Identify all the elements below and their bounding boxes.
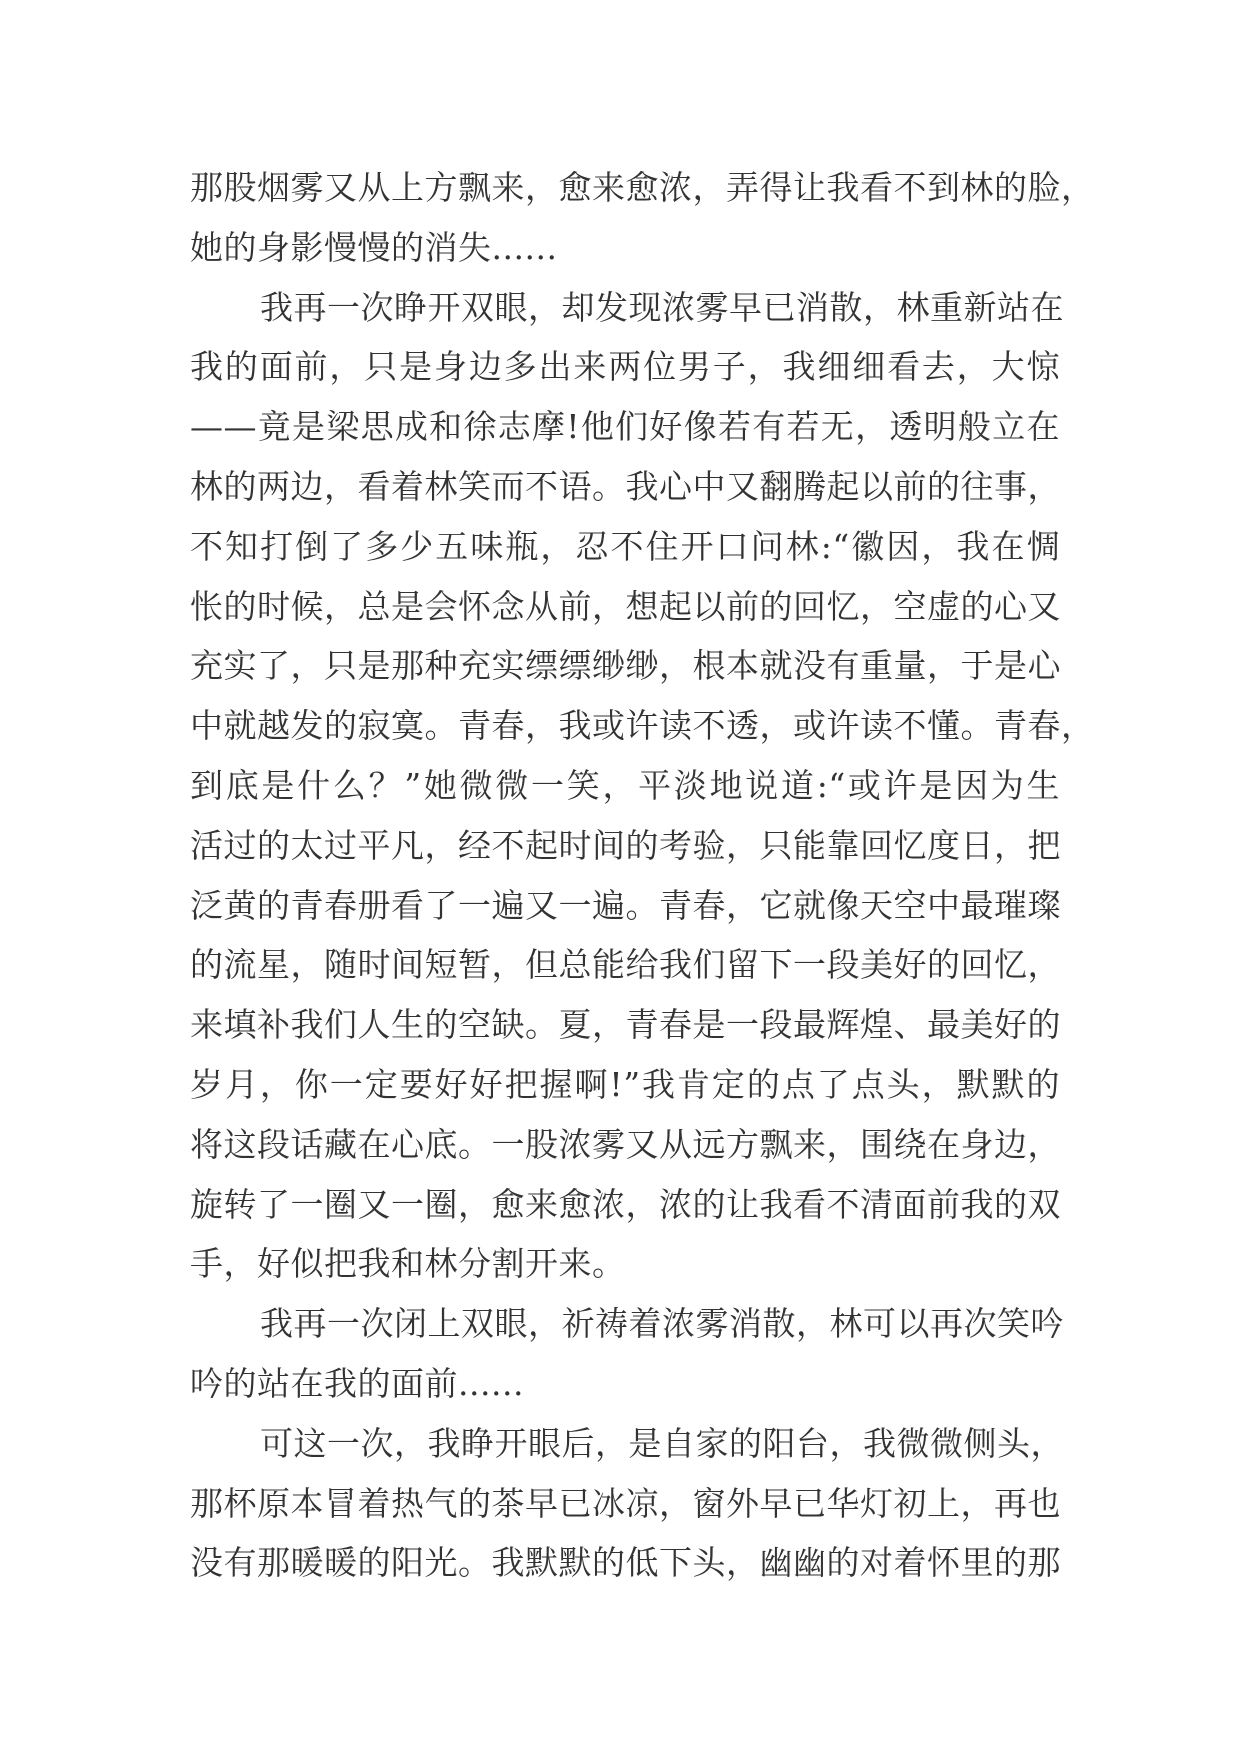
- text-line: 中就越发的寂寞。青春，我或许读不透，或许读不懂。青春，: [190, 706, 1095, 746]
- text-line: 可这一次，我睁开眼后，是自家的阳台，我微微侧头，: [260, 1423, 1064, 1463]
- text-line: 活过的太过平凡，经不起时间的考验，只能靠回忆度日，把: [190, 825, 1061, 865]
- text-line: 那股烟雾又从上方飘来，愈来愈浓，弄得让我看不到林的脸，: [190, 168, 1095, 207]
- text-line: 泛黄的青春册看了一遍又一遍。青春，它就像天空中最璀璨: [190, 885, 1061, 925]
- text-line: 的流星，随时间短暂，但总能给我们留下一段美好的回忆，: [190, 945, 1061, 985]
- text-line: ——竟是梁思成和徐志摩!他们好像若有若无，透明般立在: [190, 407, 1060, 447]
- text-line: 将这段话藏在心底。一股浓雾又从远方飘来，围绕在身边，: [190, 1124, 1061, 1164]
- text-line: 林的两边，看着林笑而不语。我心中又翻腾起以前的往事，: [190, 466, 1061, 506]
- text-line: 吟的站在我的面前......: [190, 1363, 524, 1403]
- text-line: 她的身影慢慢的消失......: [190, 227, 558, 267]
- text-line: 不知打倒了多少五味瓶，忍不住开口问林:“徽因，我在惆: [190, 526, 1060, 566]
- text-line: 我再一次闭上双眼，祈祷着浓雾消散，林可以再次笑吟: [260, 1304, 1064, 1344]
- text-line: 手，好似把我和林分割开来。: [190, 1244, 626, 1284]
- text-line: 到底是什么？”她微微一笑，平淡地说道:“或许是因为生: [190, 765, 1060, 805]
- text-line: 来填补我们人生的空缺。夏，青春是一段最辉煌、最美好的: [190, 1005, 1061, 1045]
- text-line: 我的面前，只是身边多出来两位男子，我细细看去，大惊: [190, 347, 1060, 387]
- text-line: 我再一次睁开双眼，却发现浓雾早已消散，林重新站在: [260, 287, 1064, 327]
- text-line: 没有那暖暖的阳光。我默默的低下头，幽幽的对着怀里的那: [190, 1543, 1061, 1583]
- text-line: 那杯原本冒着热气的茶早已冰凉，窗外早已华灯初上，再也: [190, 1483, 1061, 1523]
- text-line: 旋转了一圈又一圈，愈来愈浓，浓的让我看不清面前我的双: [190, 1184, 1061, 1224]
- text-line: 充实了，只是那种充实缥缥缈缈，根本就没有重量，于是心: [190, 646, 1061, 686]
- text-line: 怅的时候，总是会怀念从前，想起以前的回忆，空虚的心又: [190, 586, 1061, 626]
- text-line: 岁月，你一定要好好把握啊!”我肯定的点了点头，默默的: [190, 1064, 1060, 1104]
- body-text: [190, 158, 1095, 1593]
